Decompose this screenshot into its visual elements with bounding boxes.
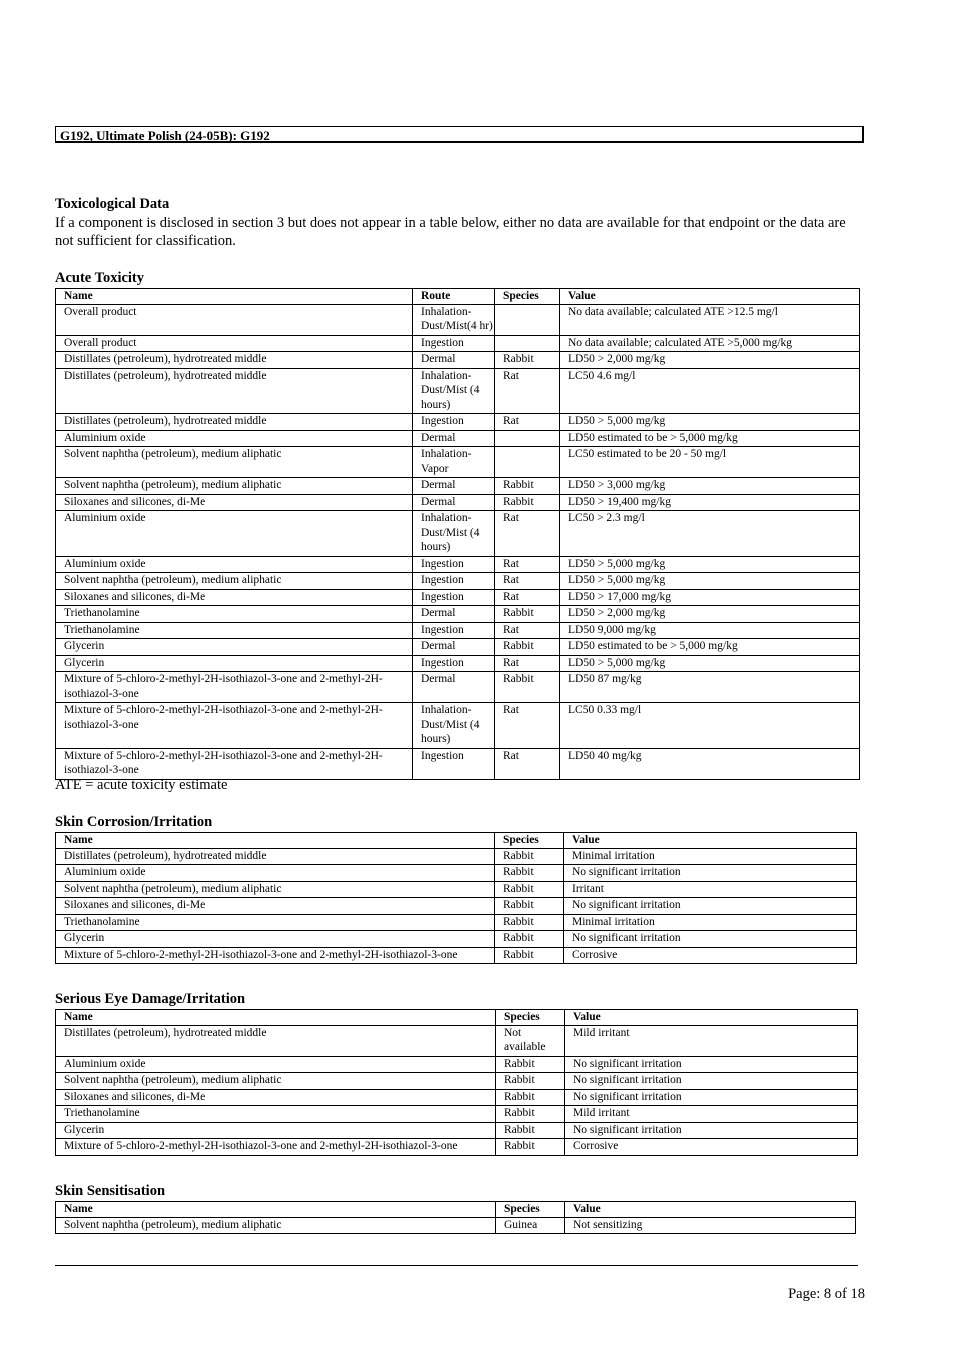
cell-value: Mild irritant <box>565 1106 858 1123</box>
cell-species: Rat <box>495 589 560 606</box>
column-header-species: Species <box>495 833 564 849</box>
cell-name: Solvent naphtha (petroleum), medium aliphatic <box>56 1073 496 1090</box>
cell-name: Glycerin <box>56 639 413 656</box>
cell-species: Rabbit <box>495 352 560 369</box>
cell-value: LD50 > 5,000 mg/kg <box>560 573 860 590</box>
cell-route: Ingestion <box>413 556 495 573</box>
table-row <box>56 703 860 749</box>
cell-species: Rabbit <box>496 1106 565 1123</box>
table-row <box>56 1139 858 1156</box>
table-row <box>56 1122 858 1139</box>
cell-name: Mixture of 5-chloro-2-methyl-2H-isothiazol-3-one and 2-methyl-2H-isothiazol-3-one <box>56 703 413 749</box>
cell-name: Solvent naphtha (petroleum), medium aliphatic <box>56 447 413 478</box>
cell-species: Rat <box>495 573 560 590</box>
cell-value: No significant irritation <box>564 898 857 915</box>
cell-value: LD50 > 2,000 mg/kg <box>560 352 860 369</box>
table-row <box>56 368 860 414</box>
cell-name: Siloxanes and silicones, di-Me <box>56 494 413 511</box>
cell-name: Solvent naphtha (petroleum), medium aliphatic <box>56 478 413 495</box>
cell-value: LD50 > 5,000 mg/kg <box>560 655 860 672</box>
cell-name: Solvent naphtha (petroleum), medium aliphatic <box>56 1217 496 1234</box>
table-header-row <box>56 289 860 305</box>
cell-species: Rat <box>495 556 560 573</box>
cell-name: Triethanolamine <box>56 622 413 639</box>
cell-species: Rat <box>495 748 560 779</box>
cell-route: Inhalation-Dust/Mist (4 hours) <box>413 368 495 414</box>
table-row <box>56 1073 858 1090</box>
cell-route: Dermal <box>413 639 495 656</box>
column-header-value: Value <box>560 289 860 305</box>
cell-value: LC50 > 2.3 mg/l <box>560 511 860 557</box>
cell-route: Ingestion <box>413 748 495 779</box>
acute-toxicity-table <box>55 288 860 780</box>
cell-name: Overall product <box>56 304 413 335</box>
cell-name: Aluminium oxide <box>56 1056 496 1073</box>
cell-value: No significant irritation <box>565 1056 858 1073</box>
cell-route: Dermal <box>413 606 495 623</box>
cell-route: Ingestion <box>413 589 495 606</box>
column-header-species: Species <box>495 289 560 305</box>
cell-species: Rabbit <box>495 914 564 931</box>
cell-value: LC50 0.33 mg/l <box>560 703 860 749</box>
cell-route: Dermal <box>413 478 495 495</box>
table-row <box>56 914 857 931</box>
skin-corrosion-title: Skin Corrosion/Irritation <box>55 814 213 830</box>
cell-value: Irritant <box>564 881 857 898</box>
cell-species: Rabbit <box>495 931 564 948</box>
cell-value: No significant irritation <box>565 1089 858 1106</box>
table-row <box>56 655 860 672</box>
cell-name: Glycerin <box>56 1122 496 1139</box>
cell-species: Rabbit <box>496 1089 565 1106</box>
skin-sensitisation-title: Skin Sensitisation <box>55 1183 166 1199</box>
column-header-species: Species <box>496 1202 565 1218</box>
cell-value: LD50 > 2,000 mg/kg <box>560 606 860 623</box>
cell-species: Guinea <box>496 1217 565 1234</box>
table-row <box>56 606 860 623</box>
cell-value: LD50 40 mg/kg <box>560 748 860 779</box>
table-row <box>56 447 860 478</box>
cell-name: Mixture of 5-chloro-2-methyl-2H-isothiazol-3-one and 2-methyl-2H-isothiazol-3-one <box>56 672 413 703</box>
column-header-value: Value <box>564 833 857 849</box>
cell-value: LD50 9,000 mg/kg <box>560 622 860 639</box>
cell-species <box>495 304 560 335</box>
cell-species: Rat <box>495 703 560 749</box>
cell-value: Not sensitizing <box>565 1217 856 1234</box>
cell-name: Mixture of 5-chloro-2-methyl-2H-isothiazol-3-one and 2-methyl-2H-isothiazol-3-one <box>56 1139 496 1156</box>
table-row <box>56 511 860 557</box>
table-row <box>56 639 860 656</box>
table-header-row <box>56 1010 858 1026</box>
cell-value: LD50 87 mg/kg <box>560 672 860 703</box>
column-header-name: Name <box>56 1202 496 1218</box>
table-row <box>56 335 860 352</box>
cell-route: Inhalation-Dust/Mist (4 hours) <box>413 511 495 557</box>
cell-route: Dermal <box>413 672 495 703</box>
cell-value: Minimal irritation <box>564 848 857 865</box>
table-row <box>56 589 860 606</box>
cell-route: Ingestion <box>413 622 495 639</box>
cell-value: No significant irritation <box>565 1122 858 1139</box>
cell-value: Corrosive <box>564 947 857 964</box>
cell-value: LD50 > 5,000 mg/kg <box>560 414 860 431</box>
cell-species: Rabbit <box>495 881 564 898</box>
cell-route: Dermal <box>413 352 495 369</box>
cell-species: Rabbit <box>495 848 564 865</box>
footer-divider <box>55 1265 858 1266</box>
cell-species: Rat <box>495 622 560 639</box>
cell-value: No significant irritation <box>564 931 857 948</box>
cell-name: Aluminium oxide <box>56 865 495 882</box>
cell-name: Glycerin <box>56 655 413 672</box>
acute-toxicity-title: Acute Toxicity <box>55 270 145 286</box>
skin-sensitisation-table <box>55 1201 856 1234</box>
table-row <box>56 414 860 431</box>
cell-route: Inhalation-Dust/Mist(4 hr) <box>413 304 495 335</box>
cell-name: Glycerin <box>56 931 495 948</box>
table-row <box>56 622 860 639</box>
cell-value: LC50 estimated to be 20 - 50 mg/l <box>560 447 860 478</box>
cell-route: Ingestion <box>413 655 495 672</box>
table-row <box>56 478 860 495</box>
cell-species: Rabbit <box>495 865 564 882</box>
cell-species: Rabbit <box>495 478 560 495</box>
cell-value: No significant irritation <box>564 865 857 882</box>
table-row <box>56 1089 858 1106</box>
table-row <box>56 947 857 964</box>
cell-route: Inhalation-Dust/Mist (4 hours) <box>413 703 495 749</box>
cell-species: Rabbit <box>495 606 560 623</box>
cell-value: Corrosive <box>565 1139 858 1156</box>
table-header-row <box>56 833 857 849</box>
table-row <box>56 898 857 915</box>
table-row <box>56 1106 858 1123</box>
cell-name: Siloxanes and silicones, di-Me <box>56 1089 496 1106</box>
cell-species: Rabbit <box>495 494 560 511</box>
cell-value: Minimal irritation <box>564 914 857 931</box>
table-header-row <box>56 1202 856 1218</box>
cell-value: Mild irritant <box>565 1025 858 1056</box>
column-header-name: Name <box>56 1010 496 1026</box>
cell-route: Dermal <box>413 430 495 447</box>
cell-value: No data available; calculated ATE >12.5 mg/l <box>560 304 860 335</box>
cell-species: Rabbit <box>495 639 560 656</box>
cell-species: Rabbit <box>495 898 564 915</box>
eye-damage-table <box>55 1009 858 1156</box>
skin-corrosion-table <box>55 832 857 964</box>
cell-route: Ingestion <box>413 573 495 590</box>
cell-name: Siloxanes and silicones, di-Me <box>56 589 413 606</box>
table-row <box>56 1025 858 1056</box>
cell-name: Solvent naphtha (petroleum), medium aliphatic <box>56 573 413 590</box>
cell-species <box>495 430 560 447</box>
page-number: Page: 8 of 18 <box>788 1286 865 1302</box>
cell-value: LD50 > 5,000 mg/kg <box>560 556 860 573</box>
table-row <box>56 1056 858 1073</box>
column-header-value: Value <box>565 1010 858 1026</box>
column-header-name: Name <box>56 289 413 305</box>
cell-species: Rat <box>495 511 560 557</box>
cell-value: LD50 > 19,400 mg/kg <box>560 494 860 511</box>
table-row <box>56 672 860 703</box>
cell-species <box>495 447 560 478</box>
cell-name: Solvent naphtha (petroleum), medium aliphatic <box>56 881 495 898</box>
product-header: G192, Ultimate Polish (24-05B): G192 <box>55 126 864 143</box>
table-row <box>56 494 860 511</box>
cell-species: Rabbit <box>496 1056 565 1073</box>
cell-species: Rabbit <box>495 672 560 703</box>
cell-name: Distillates (petroleum), hydrotreated middle <box>56 368 413 414</box>
cell-species: Rat <box>495 368 560 414</box>
cell-name: Aluminium oxide <box>56 511 413 557</box>
cell-name: Triethanolamine <box>56 606 413 623</box>
table-row <box>56 748 860 779</box>
table-row <box>56 1217 856 1234</box>
cell-name: Distillates (petroleum), hydrotreated middle <box>56 352 413 369</box>
cell-name: Mixture of 5-chloro-2-methyl-2H-isothiazol-3-one and 2-methyl-2H-isothiazol-3-one <box>56 748 413 779</box>
cell-species: Rabbit <box>496 1139 565 1156</box>
toxicological-data-title: Toxicological Data <box>55 196 170 212</box>
cell-name: Aluminium oxide <box>56 556 413 573</box>
table-row <box>56 865 857 882</box>
column-header-name: Name <box>56 833 495 849</box>
cell-value: LD50 > 3,000 mg/kg <box>560 478 860 495</box>
cell-name: Triethanolamine <box>56 1106 496 1123</box>
cell-name: Triethanolamine <box>56 914 495 931</box>
ate-note: ATE = acute toxicity estimate <box>55 777 228 793</box>
cell-name: Distillates (petroleum), hydrotreated middle <box>56 1025 496 1056</box>
cell-route: Dermal <box>413 494 495 511</box>
cell-species: Rabbit <box>496 1073 565 1090</box>
cell-species: Rat <box>495 414 560 431</box>
table-row <box>56 556 860 573</box>
table-row <box>56 931 857 948</box>
cell-route: Ingestion <box>413 414 495 431</box>
cell-value: No data available; calculated ATE >5,000 mg/kg <box>560 335 860 352</box>
column-header-value: Value <box>565 1202 856 1218</box>
cell-route: Inhalation-Vapor <box>413 447 495 478</box>
cell-route: Ingestion <box>413 335 495 352</box>
cell-species: Rabbit <box>496 1122 565 1139</box>
cell-value: LD50 > 17,000 mg/kg <box>560 589 860 606</box>
cell-value: LD50 estimated to be > 5,000 mg/kg <box>560 639 860 656</box>
table-row <box>56 881 857 898</box>
column-header-route: Route <box>413 289 495 305</box>
cell-name: Distillates (petroleum), hydrotreated middle <box>56 414 413 431</box>
table-row <box>56 848 857 865</box>
cell-name: Overall product <box>56 335 413 352</box>
cell-species: Rat <box>495 655 560 672</box>
table-row <box>56 352 860 369</box>
cell-species: Rabbit <box>495 947 564 964</box>
table-row <box>56 304 860 335</box>
table-row <box>56 430 860 447</box>
cell-species: Not available <box>496 1025 565 1056</box>
column-header-species: Species <box>496 1010 565 1026</box>
table-row <box>56 573 860 590</box>
cell-name: Mixture of 5-chloro-2-methyl-2H-isothiazol-3-one and 2-methyl-2H-isothiazol-3-one <box>56 947 495 964</box>
cell-value: LC50 4.6 mg/l <box>560 368 860 414</box>
toxicological-intro: If a component is disclosed in section 3 but does not appear in a table below, either no data are available for that endpoint or the data are not sufficient for classification. <box>55 215 846 249</box>
cell-value: No significant irritation <box>565 1073 858 1090</box>
cell-name: Aluminium oxide <box>56 430 413 447</box>
eye-damage-title: Serious Eye Damage/Irritation <box>55 991 246 1007</box>
cell-species <box>495 335 560 352</box>
cell-name: Distillates (petroleum), hydrotreated middle <box>56 848 495 865</box>
cell-name: Siloxanes and silicones, di-Me <box>56 898 495 915</box>
cell-value: LD50 estimated to be > 5,000 mg/kg <box>560 430 860 447</box>
